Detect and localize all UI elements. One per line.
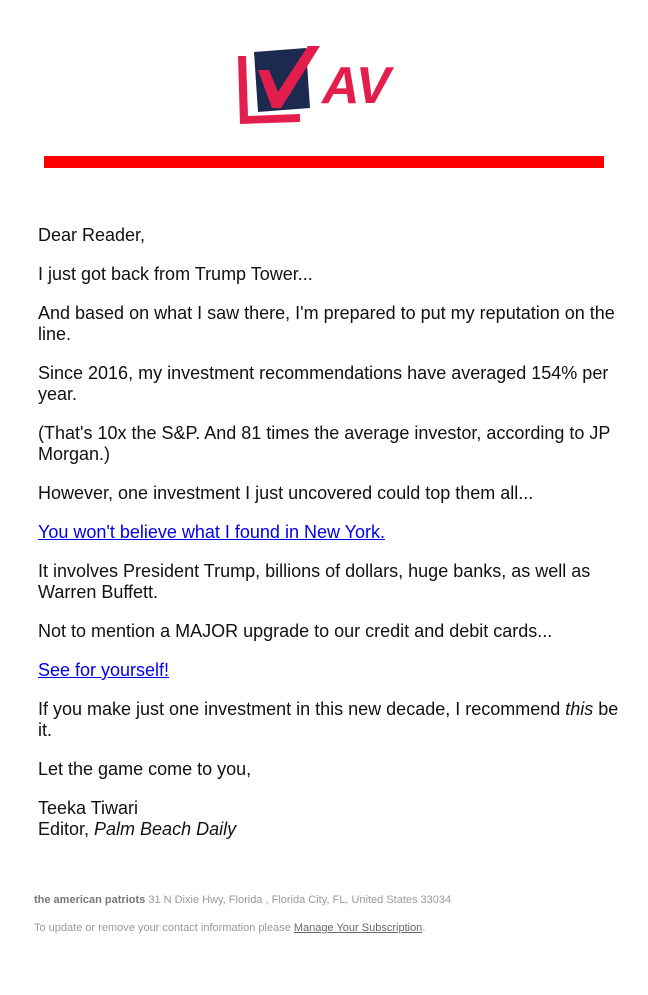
- letter-body: [38, 225, 622, 840]
- greeting: Dear Reader,: [38, 225, 146, 245]
- closing: Let the game come to you,: [38, 759, 252, 779]
- emphasis-text: this: [565, 699, 594, 719]
- period: .: [422, 922, 426, 934]
- paragraph: Not to mention a MAJOR upgrade to our credit and debit cards...: [38, 621, 553, 641]
- postal-address: 31 N Dixie Hwy, Florida , Florida City, FL, United States 33034: [145, 894, 452, 906]
- publication-name: Palm Beach Daily: [94, 819, 237, 839]
- footer-subscription-line: [34, 921, 624, 935]
- paragraph-text: If you make just one investment in this new decade, I recommend: [38, 699, 566, 719]
- link-paragraph: [38, 660, 622, 681]
- paragraph: However, one investment I just uncovered could top them all...: [38, 483, 534, 503]
- paragraph-text: be it.: [38, 699, 619, 740]
- manage-subscription-link[interactable]: Manage Your Subscription: [293, 922, 423, 934]
- checkmark-box-logo-icon: [236, 44, 412, 126]
- footer-address-line: [34, 893, 624, 907]
- paragraph: [38, 699, 622, 741]
- paragraph: It involves President Trump, billions of dollars, huge banks, as well as Warren Buffett.: [38, 561, 591, 602]
- link-paragraph: [38, 522, 622, 543]
- paragraph: And based on what I saw there, I'm prepared to put my reputation on the line.: [38, 303, 615, 344]
- signature-role: [38, 819, 622, 840]
- header-divider-bar: [44, 156, 604, 168]
- see-for-yourself-link[interactable]: See for yourself!: [38, 660, 170, 680]
- signature-name: Teeka Tiwari: [38, 798, 139, 818]
- update-text: To update or remove your contact information please: [34, 922, 294, 934]
- email-footer: [34, 893, 624, 935]
- paragraph: (That's 10x the S&P. And 81 times the average investor, according to JP Morgan.): [38, 423, 611, 464]
- paragraph: I just got back from Trump Tower...: [38, 264, 313, 284]
- paragraph: Since 2016, my investment recommendations have averaged 154% per year.: [38, 363, 609, 404]
- logo-text: AV: [322, 57, 391, 115]
- signature-role-label: Editor,: [38, 819, 95, 839]
- organization-name: the american patriots: [34, 894, 146, 906]
- new-york-link[interactable]: You won't believe what I found in New York.: [38, 522, 386, 542]
